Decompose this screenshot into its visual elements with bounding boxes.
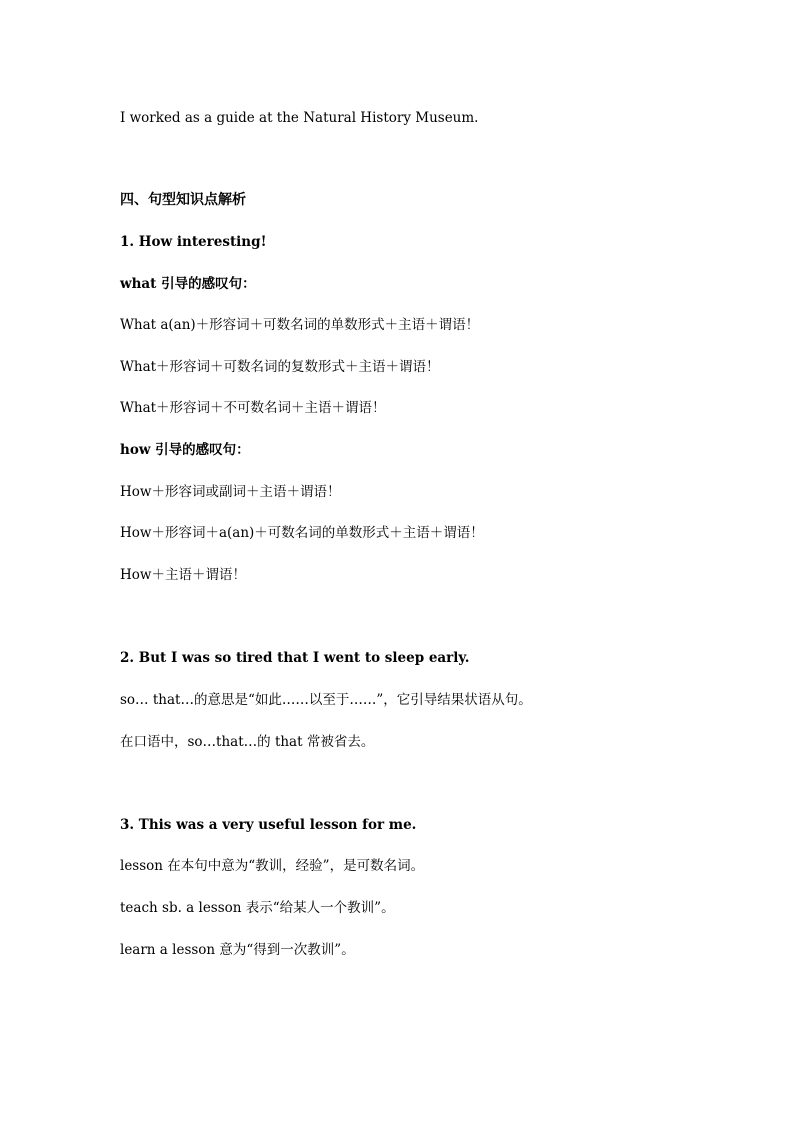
point3-line-3: learn a lesson 意为“得到一次教训”。 — [120, 942, 355, 958]
section-title: 四、句型知识点解析 — [120, 192, 246, 208]
how-heading: how 引导的感叹句： — [120, 442, 250, 458]
point2-line-1: so… that…的意思是“如此……以至于……”，它引导结果状语从句。 — [120, 692, 532, 708]
point2-line-2: 在口语中，so…that…的 that 常被省去。 — [120, 734, 375, 750]
how-rule-2: How＋形容词＋a(an)＋可数名词的单数形式＋主语＋谓语！ — [120, 525, 484, 541]
point2-title: 2. But I was so tired that I went to sleep early. — [120, 650, 470, 666]
what-rule-1: What a(an)＋形容词＋可数名词的单数形式＋主语＋谓语！ — [120, 317, 480, 333]
intro-sentence: I worked as a guide at the Natural History Museum. — [120, 110, 479, 126]
point1-title: 1. How interesting! — [120, 234, 267, 250]
what-rule-2: What＋形容词＋可数名词的复数形式＋主语＋谓语！ — [120, 359, 440, 375]
how-rule-1: How＋形容词或副词＋主语＋谓语！ — [120, 484, 341, 500]
point3-title: 3. This was a very useful lesson for me. — [120, 817, 417, 833]
how-rule-3: How＋主语＋谓语！ — [120, 567, 246, 583]
what-rule-3: What＋形容词＋不可数名词＋主语＋谓语！ — [120, 400, 386, 416]
what-heading: what 引导的感叹句： — [120, 276, 256, 292]
point3-line-1: lesson 在本句中意为“教训，经验”，是可数名词。 — [120, 858, 425, 874]
point3-line-2: teach sb. a lesson 表示“给某人一个教训”。 — [120, 900, 395, 916]
